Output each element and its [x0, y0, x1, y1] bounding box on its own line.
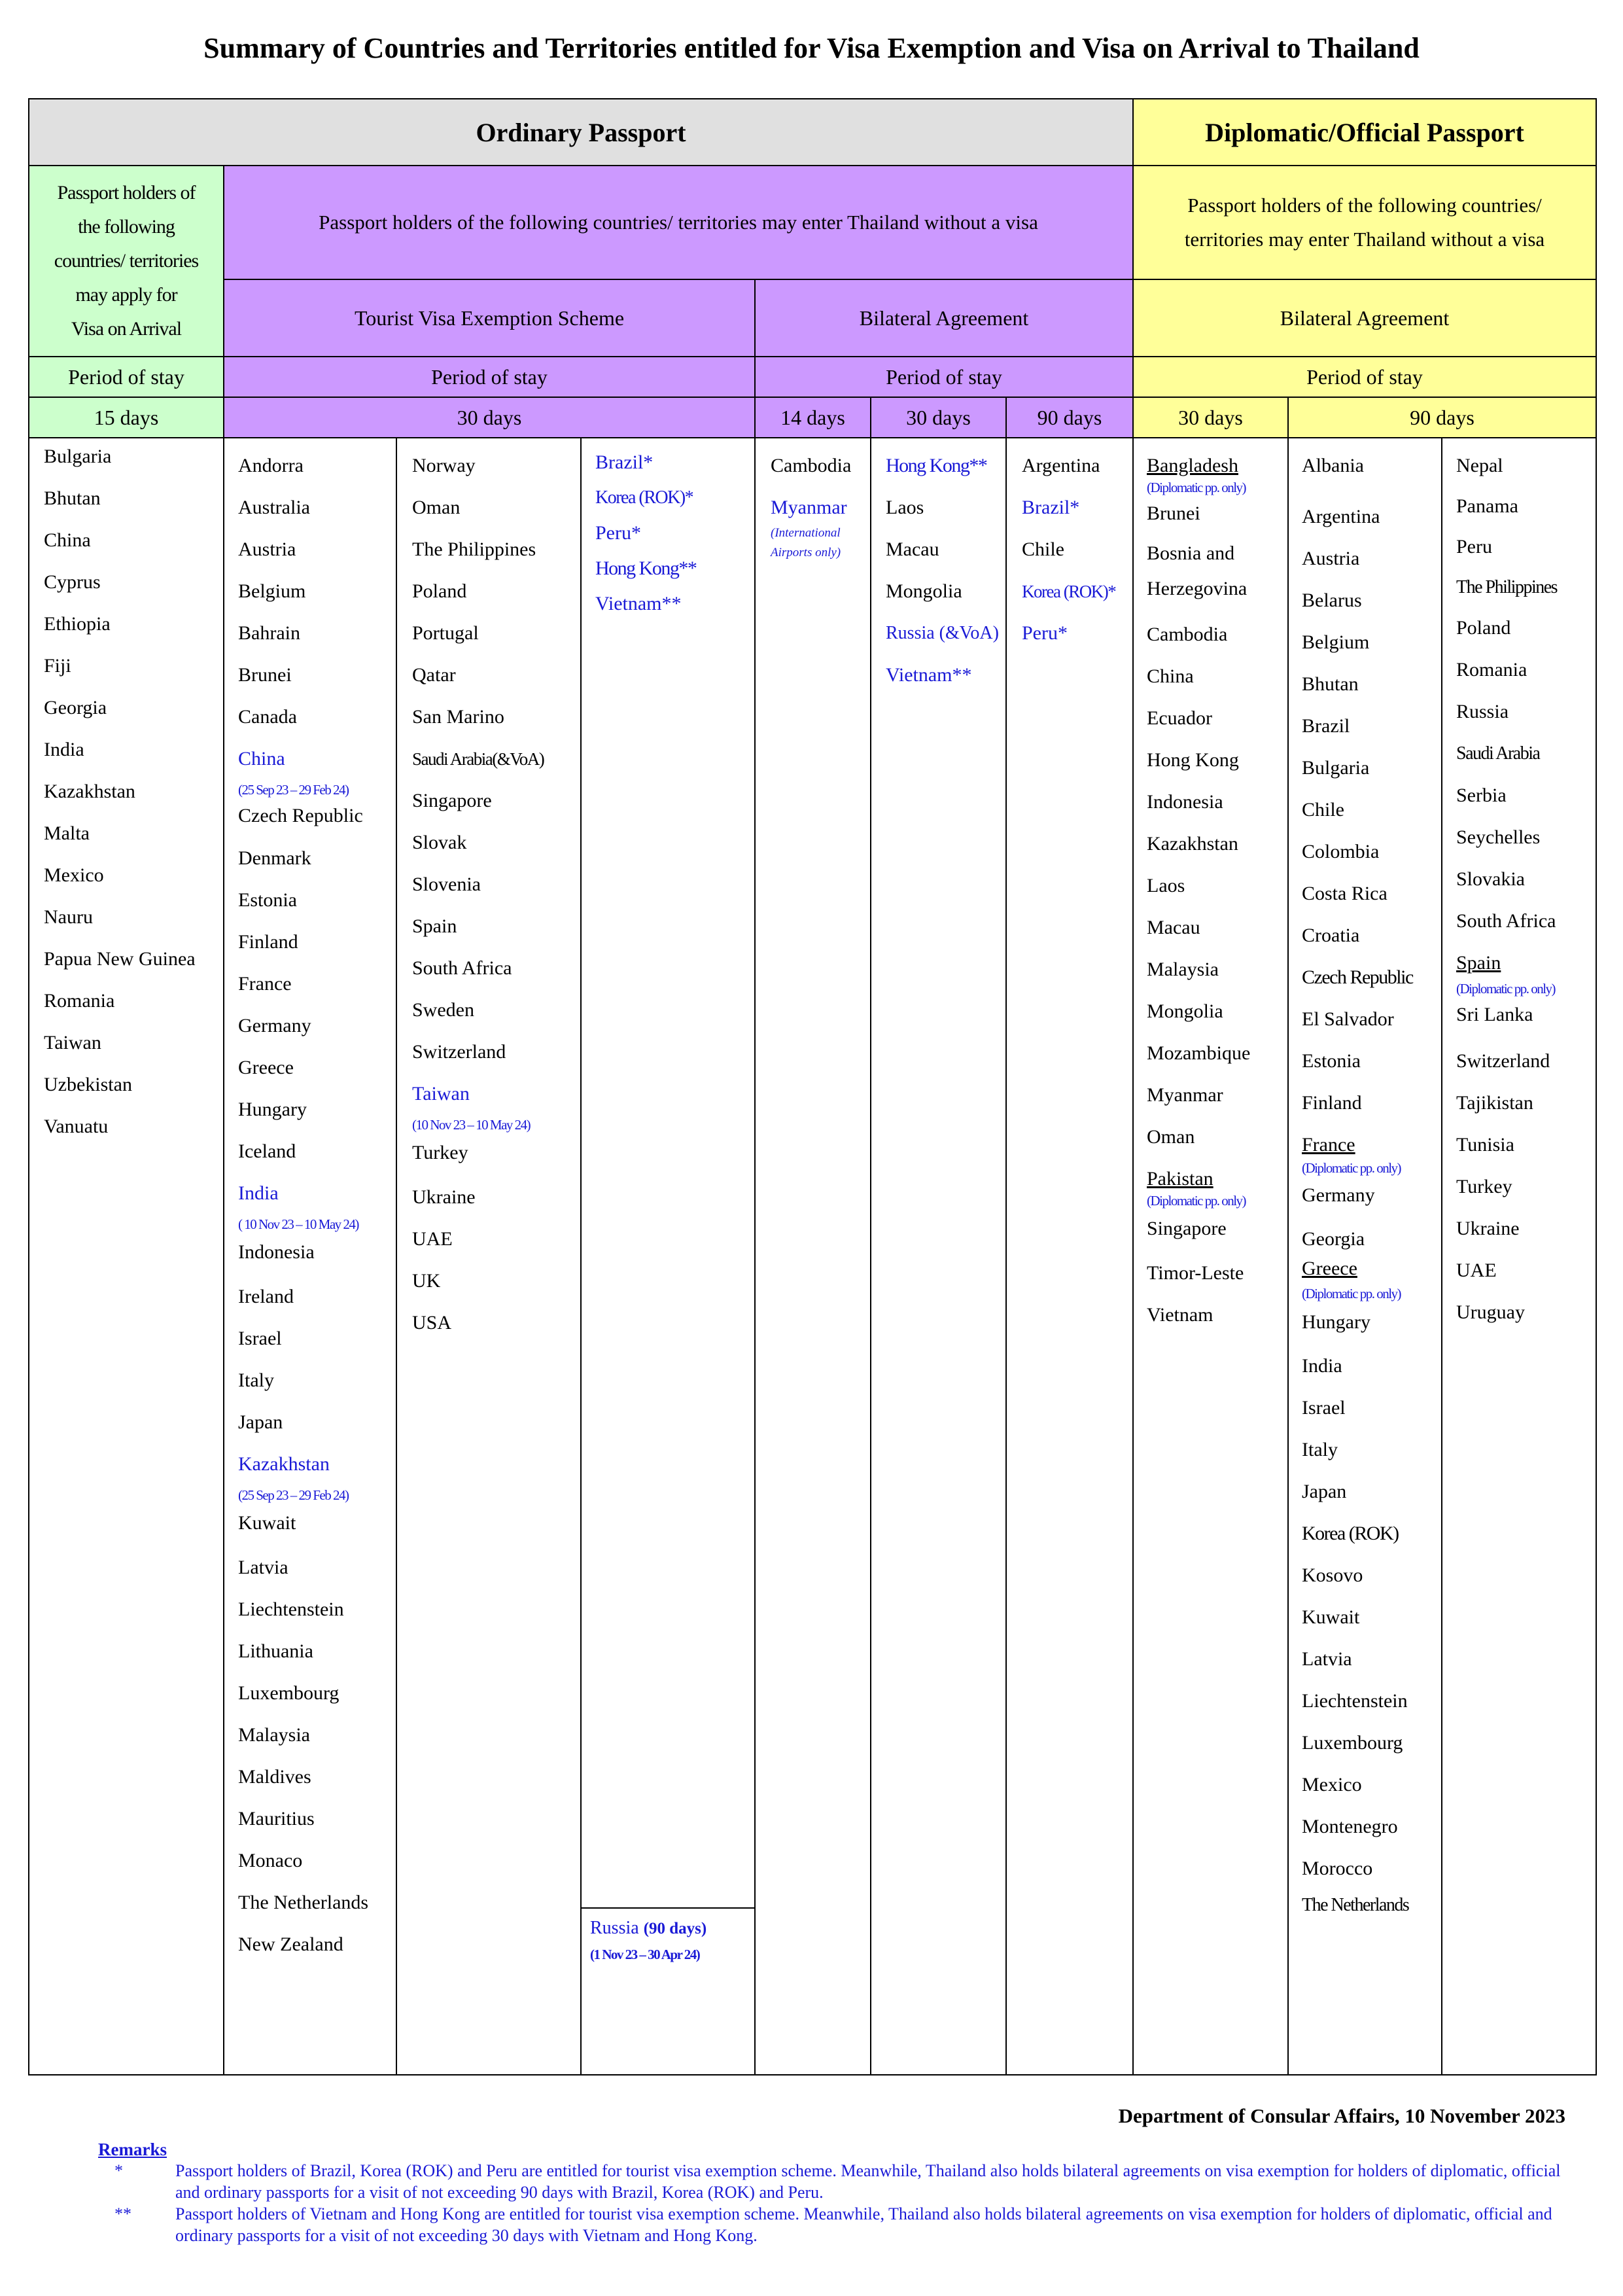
list-item: Canada [238, 706, 297, 728]
list-item: Costa Rica [1302, 883, 1387, 904]
list-item: China [238, 748, 285, 769]
list-item: Mexico [1302, 1774, 1362, 1795]
diplomatic-passport-header: Diplomatic/Official Passport [1132, 98, 1597, 166]
list-item: Italy [238, 1369, 274, 1391]
list-item: Bulgaria [44, 446, 112, 467]
list-item: Saudi Arabia(&VoA) [412, 749, 544, 769]
list-item: Russia (&VoA) [886, 623, 999, 643]
list-item: Mauritius [238, 1808, 315, 1829]
list-item: China [1147, 665, 1194, 687]
list-item-note: (Diplomatic pp. only) [1302, 1286, 1401, 1301]
list-item: Lithuania [238, 1640, 313, 1662]
list-item: Belgium [1302, 631, 1370, 653]
period-of-stay-tourist: Period of stay [223, 356, 756, 398]
list-item: Turkey [412, 1142, 468, 1163]
list-item: Herzegovina [1147, 578, 1248, 599]
list-item: Finland [238, 931, 298, 953]
list-item: Nauru [44, 906, 93, 928]
remark-text: Passport holders of Vietnam and Hong Kong are entitled for tourist visa exemption scheme. Meanwhile, Thailand also holds bilateral agreements on visa exemption for holders of diplomatic, official and ordinary passports for a visit of not exceeding 30 days with Vietnam and Hong Kong. [175, 2204, 1552, 2245]
tourist-scheme-header: Tourist Visa Exemption Scheme [223, 279, 756, 357]
diplomatic-90-list-1 [1302, 445, 1413, 1926]
department-footer: Department of Consular Affairs, 10 November 2023 [1118, 2104, 1565, 2127]
days-90-bilateral: 90 days [1005, 397, 1134, 438]
list-item: Iceland [238, 1140, 296, 1162]
list-item: Switzerland [1456, 1050, 1550, 1072]
list-item: Brazil* [595, 451, 654, 473]
list-item: Bhutan [1302, 673, 1359, 695]
voa-desc-line: the following [78, 216, 175, 238]
list-item: Spain [412, 915, 457, 937]
list-item: Mexico [44, 864, 104, 886]
list-item: Vietnam [1147, 1304, 1213, 1326]
list-item: Macau [886, 539, 939, 560]
list-item: Uruguay [1456, 1301, 1525, 1323]
list-item: Malaysia [238, 1724, 310, 1746]
list-item: Ireland [238, 1286, 294, 1307]
list-item: Hong Kong** [886, 455, 987, 476]
list-item: The Philippines [412, 539, 536, 560]
list-item: The Netherlands [238, 1892, 369, 1913]
list-item: Turkey [1456, 1176, 1512, 1197]
list-item: Slovak [412, 832, 467, 853]
period-of-stay-voa: Period of stay [28, 356, 224, 398]
list-item: Laos [1147, 875, 1185, 896]
list-item: Myanmar [1147, 1084, 1223, 1106]
list-item: Kazakhstan [44, 781, 135, 802]
list-item: Panama [1456, 495, 1518, 517]
list-item: Chile [1022, 539, 1064, 560]
list-item: Liechtenstein [238, 1598, 344, 1620]
list-item: Andorra [238, 455, 304, 476]
list-item-period: (25 Sep 23 – 29 Feb 24) [238, 1487, 349, 1503]
voa-desc-line: countries/ territories [54, 250, 199, 272]
list-item: Uzbekistan [44, 1074, 132, 1095]
list-item: Malta [44, 822, 90, 844]
diplomatic-visa-free-description [1132, 165, 1597, 280]
voa-country-list [44, 436, 196, 1148]
list-item: Kuwait [1302, 1606, 1360, 1628]
list-item: UAE [412, 1228, 453, 1250]
list-item-note: Airports only) [771, 546, 841, 559]
list-item: USA [412, 1312, 452, 1333]
list-item: Spain [1456, 952, 1501, 974]
list-item: Maldives [238, 1766, 311, 1788]
bilateral-header: Bilateral Agreement [754, 279, 1134, 357]
list-item: Montenegro [1302, 1816, 1398, 1837]
list-item: Morocco [1302, 1858, 1373, 1879]
list-item: Vanuatu [44, 1116, 109, 1137]
list-item: Brunei [1147, 503, 1200, 524]
list-item: Israel [238, 1328, 282, 1349]
list-item: Cambodia [771, 455, 852, 476]
list-item: Hungary [238, 1099, 307, 1120]
list-item: Sweden [412, 999, 474, 1021]
list-item: Russia [1456, 701, 1509, 722]
list-item: Vietnam** [886, 664, 972, 686]
list-item: Bulgaria [1302, 757, 1370, 779]
list-item: Korea (ROK)* [595, 487, 693, 508]
list-item: Ukraine [1456, 1218, 1520, 1239]
list-item: Estonia [238, 889, 297, 911]
list-item: Malaysia [1147, 959, 1219, 980]
voa-description [28, 165, 224, 357]
list-item: Austria [238, 539, 296, 560]
days-30-tourist: 30 days [223, 397, 756, 438]
list-item: Taiwan [44, 1032, 101, 1053]
list-item: Georgia [1302, 1228, 1365, 1250]
list-item: Seychelles [1456, 826, 1541, 848]
list-item: Peru* [1022, 622, 1068, 644]
days-30-bilateral: 30 days [870, 397, 1007, 438]
list-item-note: (Diplomatic pp. only) [1456, 981, 1556, 997]
list-item: Poland [412, 580, 467, 602]
list-item: Bhutan [44, 487, 101, 509]
list-item: Serbia [1456, 785, 1507, 806]
list-item: Latvia [238, 1557, 288, 1578]
list-item: Luxembourg [238, 1682, 340, 1704]
remark-row [98, 2160, 1570, 2203]
bilateral-90-column [1005, 437, 1134, 2075]
dip-desc-line: territories may enter Thailand without a visa [1184, 228, 1545, 251]
list-item: Singapore [412, 790, 492, 811]
list-item: Hong Kong [1147, 749, 1239, 771]
bilateral-90-list [1022, 445, 1115, 654]
list-item: India [1302, 1355, 1342, 1377]
russia-name: Russia [590, 1918, 639, 1938]
diplomatic-30-list [1147, 445, 1250, 1336]
list-item: Peru [1456, 536, 1492, 557]
days-30-diplomatic: 30 days [1132, 397, 1289, 438]
list-item: Argentina [1022, 455, 1100, 476]
list-item: Mozambique [1147, 1042, 1251, 1064]
list-item: Oman [1147, 1126, 1195, 1148]
list-item: UAE [1456, 1260, 1497, 1281]
list-item-note: (International [771, 526, 841, 540]
list-item: Laos [886, 497, 924, 518]
tourist-list-2 [412, 445, 544, 1344]
list-item: South Africa [1456, 910, 1556, 932]
list-item: Kazakhstan [238, 1453, 330, 1475]
voa-desc-line: Passport holders of [57, 182, 196, 203]
list-item: Brazil* [1022, 497, 1080, 518]
tourist-column-3 [580, 437, 756, 2075]
list-item: Switzerland [412, 1041, 506, 1063]
list-item: Macau [1147, 917, 1200, 938]
bilateral-14-column [754, 437, 871, 2075]
list-item: France [1302, 1134, 1355, 1156]
list-item: Georgia [44, 697, 107, 718]
list-item-note: (Diplomatic pp. only) [1302, 1160, 1401, 1176]
list-item: Peru* [595, 522, 641, 544]
list-item: India [238, 1182, 279, 1204]
list-item: Ecuador [1147, 707, 1212, 729]
list-item: Colombia [1302, 841, 1380, 862]
list-item: Oman [412, 497, 461, 518]
list-item: Portugal [412, 622, 479, 644]
list-item: Tunisia [1456, 1134, 1514, 1156]
voa-desc-line: Visa on Arrival [71, 318, 182, 340]
list-item: Bahrain [238, 622, 300, 644]
remark-marker: * [114, 2161, 123, 2180]
list-item: Chile [1302, 799, 1344, 821]
list-item: France [238, 973, 292, 995]
days-15-voa: 15 days [28, 397, 224, 438]
list-item: Cambodia [1147, 624, 1228, 645]
voa-desc-line: may apply for [75, 284, 177, 306]
list-item: Bangladesh [1147, 455, 1238, 476]
list-item: Hungary [1302, 1311, 1370, 1333]
list-item: Italy [1302, 1439, 1338, 1460]
list-item: Japan [238, 1411, 283, 1433]
list-item: Pakistan [1147, 1168, 1213, 1190]
days-14-bilateral: 14 days [754, 397, 871, 438]
list-item: Nepal [1456, 455, 1503, 476]
list-item: Croatia [1302, 925, 1360, 946]
list-item: Latvia [1302, 1648, 1352, 1670]
list-item: Bosnia and [1147, 542, 1235, 564]
list-item: Papua New Guinea [44, 948, 196, 970]
russia-period: (1 Nov 23 – 30 Apr 24) [590, 1947, 700, 1962]
list-item: Poland [1456, 617, 1511, 639]
list-item: Estonia [1302, 1050, 1361, 1072]
list-item: Hong Kong** [595, 557, 697, 579]
list-item: Kosovo [1302, 1564, 1363, 1586]
list-item: Israel [1302, 1397, 1346, 1419]
remark-text: Passport holders of Brazil, Korea (ROK) and Peru are entitled for tourist visa exemption scheme. Meanwhile, Thailand also holds bilateral agreements on visa exemption for holders of diplomatic, official and ordinary passports for a visit of not exceeding 90 days with Brazil, Korea (ROK) and Peru. [175, 2161, 1561, 2202]
list-item: Mongolia [886, 580, 962, 602]
dip-desc-line: Passport holders of the following countries/ [1187, 194, 1542, 217]
bilateral-14-list [771, 445, 851, 563]
list-item: Indonesia [1147, 791, 1223, 813]
list-item: Czech Republic [1302, 966, 1413, 988]
ordinary-passport-header: Ordinary Passport [28, 98, 1134, 166]
list-item: Ethiopia [44, 613, 111, 635]
list-item: Vietnam** [595, 593, 682, 614]
period-of-stay-diplomatic: Period of stay [1132, 356, 1597, 398]
list-item: Qatar [412, 664, 456, 686]
list-item-period: (10 Nov 23 – 10 May 24) [412, 1117, 531, 1133]
list-item: Luxembourg [1302, 1732, 1403, 1754]
list-item: Taiwan [412, 1083, 470, 1104]
list-item: Albania [1302, 455, 1364, 476]
list-item: Timor-Leste [1147, 1262, 1244, 1284]
tourist-list-3 [595, 445, 696, 622]
list-item: El Salvador [1302, 1008, 1394, 1030]
page-title: Summary of Countries and Territories entitled for Visa Exemption and Visa on Arrival to Thailand [203, 32, 1420, 64]
list-item: Denmark [238, 847, 311, 869]
list-item: India [44, 739, 84, 760]
list-item: Sri Lanka [1456, 1004, 1533, 1025]
list-item: Greece [238, 1057, 294, 1078]
russia-days: (90 days) [643, 1920, 707, 1937]
list-item-note: (Diplomatic pp. only) [1147, 1193, 1246, 1209]
list-item: The Netherlands [1302, 1895, 1409, 1915]
list-item: Tajikistan [1456, 1092, 1533, 1114]
list-item: Slovenia [412, 874, 481, 895]
list-item: Cyprus [44, 571, 101, 593]
list-item: San Marino [412, 706, 504, 728]
list-item: Belgium [238, 580, 306, 602]
list-item: Japan [1302, 1481, 1347, 1502]
bilateral-30-list [886, 445, 999, 696]
days-90-diplomatic: 90 days [1287, 397, 1597, 438]
list-item: Belarus [1302, 590, 1362, 611]
list-item-period: ( 10 Nov 23 – 10 May 24) [238, 1216, 358, 1232]
list-item: UK [412, 1270, 441, 1292]
list-item: Argentina [1302, 506, 1380, 527]
list-item: Slovakia [1456, 868, 1525, 890]
list-item: Finland [1302, 1092, 1362, 1114]
list-item: China [44, 529, 91, 551]
list-item: South Africa [412, 957, 512, 979]
list-item: Greece [1302, 1258, 1357, 1279]
list-item: Austria [1302, 548, 1360, 569]
tourist-list-1 [238, 445, 368, 1966]
list-item: Australia [238, 497, 310, 518]
remarks-section [98, 2140, 1570, 2246]
list-item: Korea (ROK)* [1022, 582, 1116, 601]
list-item: Fiji [44, 655, 71, 677]
list-item: New Zealand [238, 1934, 343, 1955]
list-item: Romania [1456, 659, 1527, 680]
remark-row [98, 2203, 1570, 2246]
list-item: Germany [238, 1015, 311, 1036]
list-item: Romania [44, 990, 115, 1012]
list-item: Kazakhstan [1147, 833, 1238, 855]
list-item: Brazil [1302, 715, 1350, 737]
list-item: Monaco [238, 1850, 303, 1871]
list-item: Singapore [1147, 1218, 1227, 1239]
russia-entry [590, 1914, 707, 1966]
diplomatic-bilateral-header: Bilateral Agreement [1132, 279, 1597, 357]
list-item: Kuwait [238, 1512, 296, 1534]
list-item-period: (25 Sep 23 – 29 Feb 24) [238, 782, 349, 798]
list-item: Norway [412, 455, 476, 476]
list-item: Brunei [238, 664, 292, 686]
russia-divider [580, 1907, 756, 1909]
list-item: Saudi Arabia [1456, 743, 1540, 764]
list-item-note: (Diplomatic pp. only) [1147, 480, 1246, 495]
remark-marker: ** [114, 2204, 131, 2223]
period-of-stay-bilateral: Period of stay [754, 356, 1134, 398]
list-item: Myanmar [771, 497, 847, 518]
list-item: Ukraine [412, 1186, 476, 1208]
list-item: Mongolia [1147, 1000, 1223, 1022]
list-item: Germany [1302, 1184, 1375, 1206]
diplomatic-90-list-2 [1456, 445, 1557, 1333]
list-item: Korea (ROK) [1302, 1523, 1399, 1544]
remarks-title: Remarks [98, 2140, 167, 2159]
list-item: The Philippines [1456, 577, 1558, 597]
list-item: Czech Republic [238, 805, 363, 826]
ordinary-visa-free-description: Passport holders of the following countries/ territories may enter Thailand without a visa [223, 165, 1134, 280]
list-item: Indonesia [238, 1241, 315, 1263]
list-item: Liechtenstein [1302, 1690, 1408, 1712]
